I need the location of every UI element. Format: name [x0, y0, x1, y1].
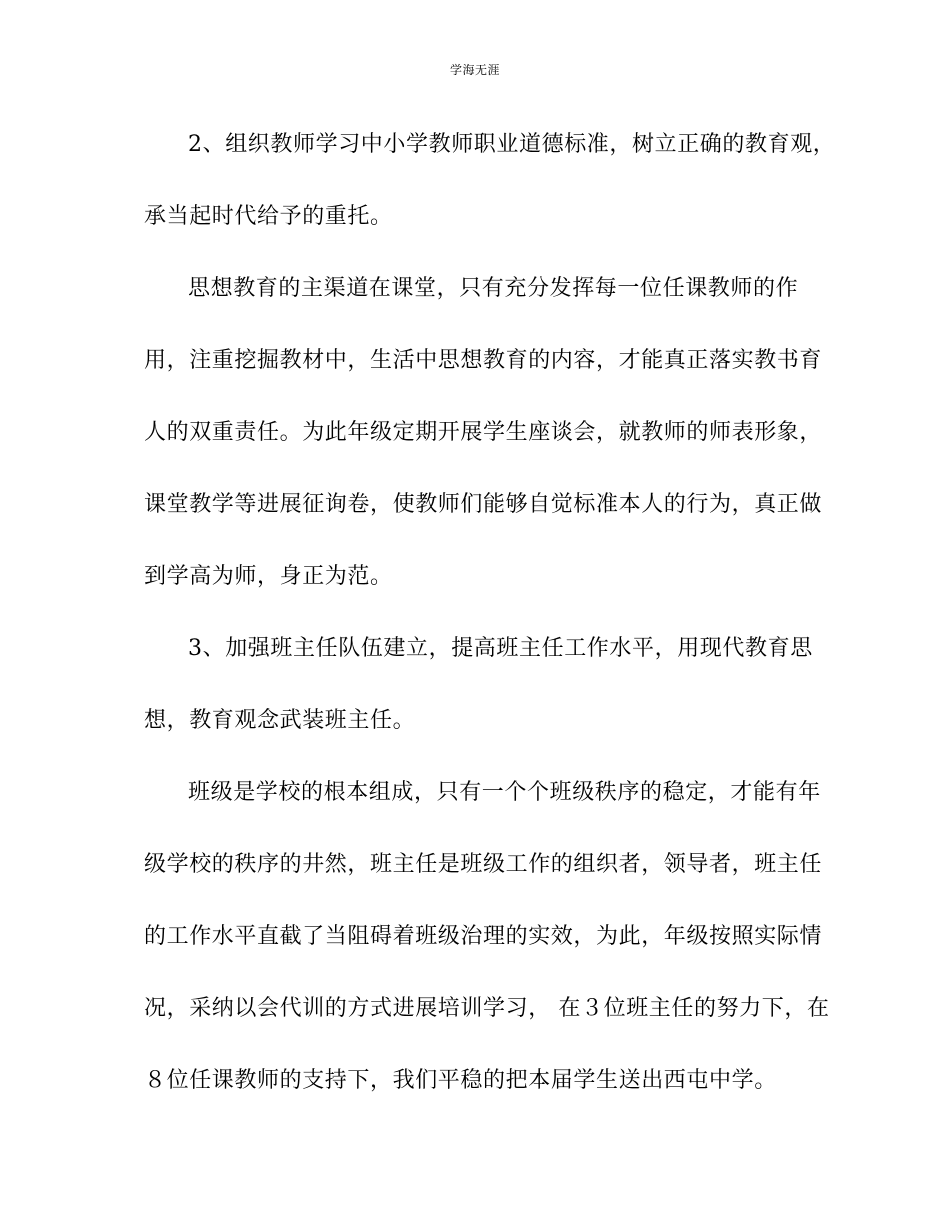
text-line: 承当起时代给予的重托。: [144, 204, 393, 229]
text-line: 到学高为师，身正为范。: [144, 564, 393, 589]
text-line: 级学校的秩序的井然，班主任是班级工作的组织者，领导者，班主任: [144, 852, 823, 877]
text-line: ８位任课教师的支持下，我们平稳的把本届学生送出西屯中学。: [144, 1068, 777, 1093]
page-header: 学海无涯: [449, 63, 500, 77]
text-line: 人的双重责任。为此年级定期开展学生座谈会，就教师的师表形象，: [144, 420, 823, 445]
text-line: 用，注重挖掘教材中，生活中思想教育的内容，才能真正落实教书育: [144, 348, 823, 373]
text-line: 3、加强班主任队伍建立，提高班主任工作水平，用现代教育思: [188, 636, 813, 661]
text-line: 想，教育观念武装班主任。: [144, 708, 416, 733]
text-line: 思想教育的主渠道在课堂，只有充分发挥每一位任课教师的作: [188, 276, 799, 301]
text-line: 况，采纳以会代训的方式进展培训学习， 在３位班主任的努力下，在: [144, 996, 830, 1021]
text-line: 的工作水平直截了当阻碍着班级治理的实效，为此，年级按照实际情: [144, 924, 823, 949]
text-line: 2、组织教师学习中小学教师职业道德标准，树立正确的教育观，: [188, 132, 836, 157]
text-line: 班级是学校的根本组成，只有一个个班级秩序的稳定，才能有年: [188, 780, 821, 805]
text-line: 课堂教学等进展征询卷，使教师们能够自觉标准本人的行为，真正做: [144, 492, 823, 517]
